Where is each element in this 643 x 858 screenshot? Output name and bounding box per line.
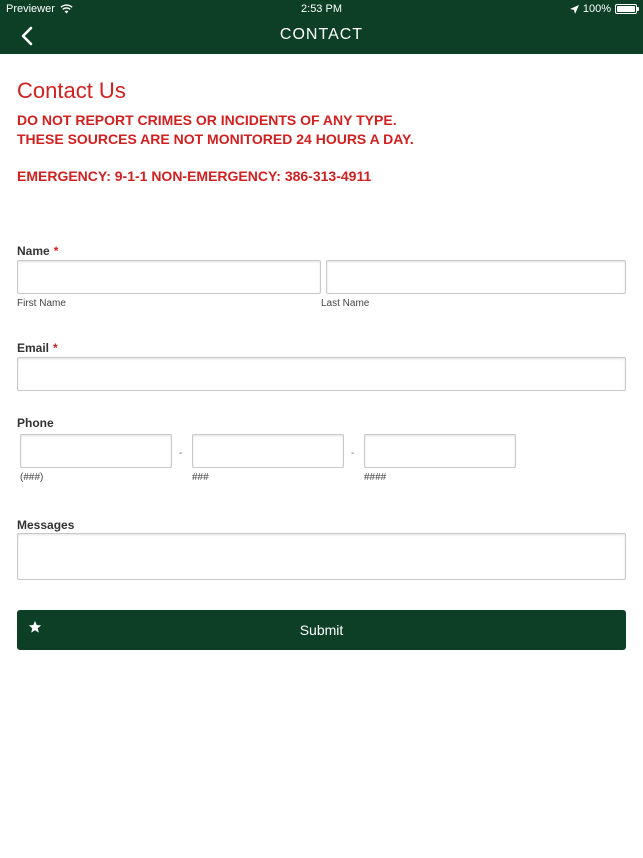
page-title: Contact Us [17,78,126,103]
status-bar-right [570,3,637,15]
status-bar [0,0,643,18]
phone-prefix-input[interactable] [192,434,344,468]
last-name-input[interactable] [326,260,626,294]
warning-text [17,111,414,149]
nav-title: CONTACT [279,26,364,43]
phone-label: Phone [17,416,54,430]
location-arrow-icon [570,5,579,14]
warning-line-2: THESE SOURCES ARE NOT MONITORED 24 HOURS A DAY. [17,131,414,147]
battery-percent: 100% [582,3,611,15]
email-label [17,341,58,355]
first-name-input[interactable] [17,260,321,294]
emergency-numbers: EMERGENCY: 9-1-1 NON-EMERGENCY: 386-313-4911 [17,168,372,184]
email-label-text: Email [17,341,50,355]
messages-label: Messages [17,518,75,532]
submit-button[interactable] [17,610,626,650]
status-time: 2:53 PM [301,3,342,15]
phone-prefix-sublabel: ### [192,472,209,483]
phone-area-code-input[interactable] [20,434,172,468]
navigation-bar [0,18,643,54]
last-name-sublabel: Last Name [321,298,370,309]
name-label [17,244,58,258]
phone-area-sublabel: (###) [20,472,44,483]
required-mark: * [53,244,59,258]
required-mark: * [53,341,58,355]
phone-separator: - [179,448,183,459]
phone-line-sublabel: #### [364,472,387,483]
name-label-text: Name [17,244,50,258]
messages-textarea[interactable] [17,533,626,580]
submit-label: Submit [299,622,344,638]
carrier-label: Previewer [6,3,55,15]
phone-separator: - [351,448,355,459]
phone-line-input[interactable] [364,434,516,468]
battery-icon [615,4,637,14]
first-name-sublabel: First Name [17,298,66,309]
email-input[interactable] [17,357,626,391]
warning-line-1: DO NOT REPORT CRIMES OR INCIDENTS OF ANY TYPE. [17,112,397,128]
